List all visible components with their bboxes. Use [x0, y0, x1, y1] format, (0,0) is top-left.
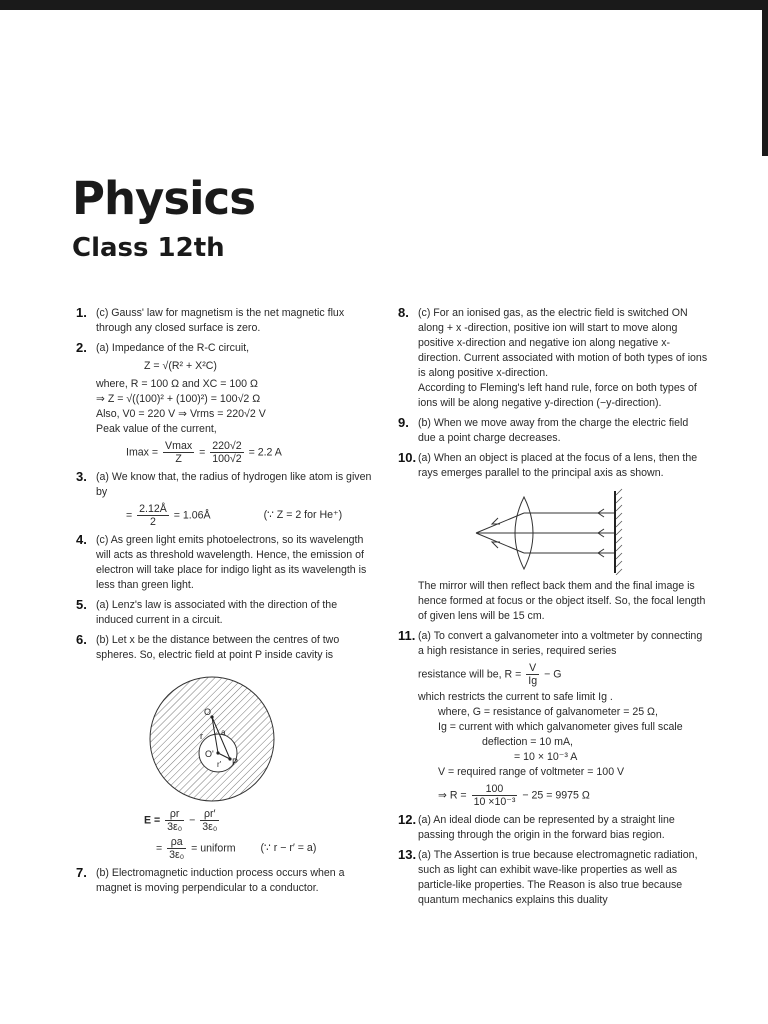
answer-number: 10. [398, 450, 417, 465]
fraction [137, 503, 169, 528]
answer-1 [76, 306, 376, 336]
answer-10 [398, 451, 708, 624]
denominator: 3ε₀ [167, 821, 183, 833]
page-subtitle: Class 12th [72, 233, 225, 263]
denominator: Z [175, 453, 182, 465]
fraction [200, 808, 219, 833]
denominator: 3ε₀ [169, 849, 185, 861]
answer-12 [398, 813, 708, 843]
eq-lhs: resistance will be, R = [418, 668, 522, 681]
eq-rhs: = uniform [191, 842, 236, 855]
answer-text: (a) The Assertion is true because electromagnetic radiation, such as light can exhibit wave-like properties as well as particle-like properties. The Reason is also true because quantum mechanics explains this duality [418, 849, 698, 906]
field-equation [96, 808, 376, 833]
answer-text: (a) An ideal diode can be represented by a straight line passing through the origin in the forward bias region. [418, 814, 675, 841]
answer-line: Peak value of the current, [96, 423, 217, 435]
numerator: ρa [167, 836, 186, 849]
eq-rhs: − G [544, 668, 562, 681]
answer-number: 6. [76, 632, 87, 647]
numerator: 2.12Å [139, 503, 167, 515]
answer-line: deflection = 10 mA, [482, 736, 573, 748]
eq-note: (∵ Z = 2 for He⁺) [263, 509, 343, 522]
eq-lhs: ⇒ R = [438, 789, 467, 802]
answer-line: where, R = 100 Ω and XC = 100 Ω [96, 378, 258, 390]
current-equation: Imax = $\frac{Vmax}{Z}$ = $\frac{220√2}{100√2}$ = 2.2 A [126, 440, 282, 465]
answer-2 [76, 341, 376, 465]
answer-line: where, G = resistance of galvanometer = 25 Ω, [438, 706, 658, 718]
label-a: a [221, 728, 226, 737]
numerator: 100 [472, 783, 518, 796]
answer-text: (a) To convert a galvanometer into a voltmeter by connecting a high resistance in series, required series [418, 630, 703, 657]
right-column [398, 306, 708, 913]
answer-3 [76, 470, 376, 528]
answer-text: (a) Lenz's law is associated with the direction of the induced current in a circuit. [96, 599, 338, 626]
page-title: Physics [72, 172, 256, 225]
mirror-hatching [616, 489, 622, 575]
lens-mirror-figure [418, 487, 708, 575]
answer-line: ⇒ Z = √((100)² + (100)²) = 100√2 Ω [96, 393, 261, 405]
label-r: r [200, 731, 203, 741]
denominator: 100√2 [212, 453, 242, 465]
eq-note: (∵ r − r′ = a) [260, 842, 317, 855]
sphere-cavity-figure [96, 669, 376, 805]
eq-rhs: − 25 = 9975 Ω [522, 789, 590, 802]
answer-text: (c) For an ionised gas, as the electric field is switched ON along + x -direction, positive ion will start to move along positive x-direction and negative ion along negative x-direction. Current associated with motion of both types of ions is along positive x-direction. [418, 307, 708, 379]
denominator: 10 ×10⁻³ [473, 796, 516, 808]
uniform-field-equation [96, 836, 376, 861]
eq-rhs: = 2.2 A [248, 446, 282, 459]
fraction [165, 808, 184, 833]
answer-text: (b) Let x be the distance between the centres of two spheres. So, electric field at point P inside cavity is [96, 634, 340, 661]
label-p: P [232, 757, 239, 767]
answer-number: 4. [76, 532, 87, 547]
fraction [472, 783, 518, 808]
numerator: ρr′ [200, 808, 219, 821]
answer-number: 8. [398, 305, 409, 320]
eq-lhs: E = [144, 814, 161, 827]
answer-number: 3. [76, 469, 87, 484]
answer-line: Also, V0 = 220 V ⇒ Vrms = 220√2 V [96, 408, 266, 420]
answer-number: 2. [76, 340, 87, 355]
answer-number: 11. [398, 628, 416, 643]
answer-9 [398, 416, 708, 446]
answer-number: 7. [76, 865, 87, 880]
answer-line: Ig = current with which galvanometer gives full scale [438, 721, 683, 733]
eq-lhs: Imax = [126, 446, 159, 459]
numerator: V [526, 662, 539, 675]
right-border [762, 10, 768, 156]
answer-7 [76, 866, 376, 896]
answer-11 [398, 629, 708, 808]
answer-number: 13. [398, 847, 417, 862]
label-r-prime: r' [217, 760, 222, 769]
answer-5 [76, 598, 376, 628]
answer-text: (a) When an object is placed at the focus of a lens, then the rays emerges parallel to the principal axis as shown. [418, 452, 698, 479]
answer-line: = 10 × 10⁻³ A [514, 751, 578, 763]
fraction [210, 440, 243, 465]
eq-rhs: = 1.06Å [173, 509, 211, 522]
eq-lhs: = [156, 842, 163, 855]
label-o-prime: O' [205, 749, 214, 759]
answer-text: (b) When we move away from the charge the electric field due a point charge decreases. [418, 417, 689, 444]
answer-8 [398, 306, 708, 411]
impedance-formula: Z = √(R² + X²C) [144, 360, 217, 372]
top-border [0, 0, 768, 10]
numerator: 220√2 [212, 440, 242, 452]
numerator: Vmax [165, 440, 193, 452]
answer-number: 9. [398, 415, 409, 430]
eq-lhs: = [126, 509, 133, 522]
denominator: 2 [150, 516, 156, 528]
radius-equation [96, 503, 376, 528]
voltmeter-equation [418, 783, 708, 808]
fraction [163, 440, 194, 465]
answer-text: (c) Gauss' law for magnetism is the net magnetic flux through any closed surface is zero. [96, 307, 345, 334]
answer-text: (a) We know that, the radius of hydrogen like atom is given by [96, 471, 372, 498]
numerator: ρr [165, 808, 184, 821]
answer-line: which restricts the current to safe limit Ig . [418, 691, 613, 703]
answer-text: (b) Electromagnetic induction process occurs when a magnet is moving perpendicular to a conductor. [96, 867, 345, 894]
answer-text: (c) As green light emits photoelectrons, so its wavelength will acts as threshold wavelength. Hence, the emission of electron will take place for indigo light as its wavelength is less than green light. [96, 534, 367, 591]
answer-text: According to Fleming's left hand rule, force on both types of ions will be along negative y-direction (−y-direction). [418, 382, 697, 409]
resistance-equation [418, 662, 708, 687]
answer-4 [76, 533, 376, 593]
denominator: 3ε₀ [202, 821, 218, 833]
answer-6 [76, 633, 376, 861]
answer-13 [398, 848, 708, 908]
denominator: Ig [528, 675, 538, 687]
label-o: O [204, 707, 212, 717]
fraction [167, 836, 186, 861]
answer-number: 5. [76, 597, 87, 612]
eq-minus: − [189, 814, 196, 827]
answer-number: 12. [398, 812, 417, 827]
left-column [76, 306, 376, 901]
answer-line: (a) Impedance of the R-C circuit, [96, 342, 250, 354]
answer-text: The mirror will then reflect back them and the final image is hence formed at focus or the object itself. So, the focal length of given lens will be 15 cm. [418, 580, 706, 622]
answer-line: V = required range of voltmeter = 100 V [438, 766, 625, 778]
answer-number: 1. [76, 305, 87, 320]
fraction [526, 662, 539, 687]
